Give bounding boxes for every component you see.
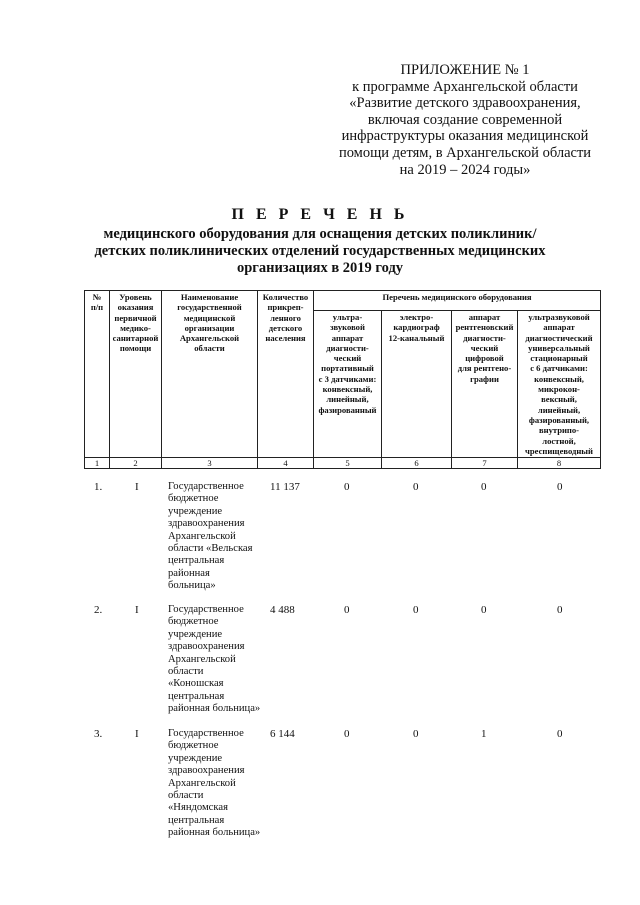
row-value-xray: 0: [481, 481, 487, 493]
appendix-line: помощи детям, в Архангельской области: [338, 144, 592, 161]
row-level: I: [135, 481, 139, 493]
appendix-line: инфраструктуры оказания медицинской: [341, 128, 589, 145]
table-body: [84, 481, 600, 852]
row-number: 2.: [94, 604, 103, 616]
subtitle-line: организациях в 2019 году: [236, 260, 404, 276]
column-number: 7: [452, 458, 518, 469]
header-organization: Наименование государственной медицинской организации Архангельской области: [162, 291, 258, 458]
row-population: 4 488: [270, 604, 295, 616]
row-value-stationary-ultrasound: 0: [557, 604, 563, 616]
row-organization: Государственное бюджетное учреждение здравоохранения Архангельской области «Няндомская центральная районная больница»: [168, 728, 261, 839]
header-equipment-group: Перечень медицинского оборудования: [314, 291, 601, 311]
row-organization: Государственное бюджетное учреждение здравоохранения Архангельской области «Коношская центральная районная больница»: [168, 604, 261, 715]
header-population: Количество прикреп- ленного детского населения: [258, 291, 314, 458]
subtitle-line: медицинского оборудования для оснащения детских поликлиник/: [103, 226, 537, 242]
column-number: 8: [518, 458, 601, 469]
column-number: 4: [258, 458, 314, 469]
header-stationary-ultrasound: ультразвуковой аппарат диагностический универсальный стационарный с 6 датчиками: конвексный, микрокон- вексный, линейный, фазированный, внутрипо- лостной, чреспищеводный: [518, 311, 601, 458]
table-row: [84, 728, 600, 852]
subtitle-line: детских поликлинических отделений государственных медицинских: [94, 243, 546, 259]
appendix-line: включая создание современной: [367, 111, 563, 128]
row-value-xray: 0: [481, 604, 487, 616]
table-row: [84, 481, 600, 604]
title-main: П Е Р Е Ч Е Н Ь: [231, 206, 409, 223]
row-number: 3.: [94, 728, 103, 740]
column-number: 6: [382, 458, 452, 469]
row-value-portable-ultrasound: 0: [344, 728, 350, 740]
equipment-table: [84, 290, 601, 469]
column-number: 3: [162, 458, 258, 469]
header-num: № п/п: [85, 291, 110, 458]
row-value-ecg: 0: [413, 481, 419, 493]
appendix-line: к программе Архангельской области: [352, 78, 578, 95]
header-level: Уровень оказания первичной медико- санитарной помощи: [110, 291, 162, 458]
document-title: [0, 206, 640, 277]
header-xray: аппарат рентгеновский диагности- ческий цифровой для рентгено- графии: [452, 311, 518, 458]
row-number: 1.: [94, 481, 103, 493]
row-population: 11 137: [270, 481, 300, 493]
column-number: 1: [85, 458, 110, 469]
header-ecg: электро- кардиограф 12-канальный: [382, 311, 452, 458]
appendix-heading: [320, 62, 610, 178]
row-level: I: [135, 604, 139, 616]
row-level: I: [135, 728, 139, 740]
row-value-portable-ultrasound: 0: [344, 481, 350, 493]
appendix-line: на 2019 – 2024 годы»: [399, 161, 531, 178]
row-value-xray: 1: [481, 728, 487, 740]
row-value-stationary-ultrasound: 0: [557, 481, 563, 493]
row-value-stationary-ultrasound: 0: [557, 728, 563, 740]
appendix-line: ПРИЛОЖЕНИЕ № 1: [400, 62, 530, 78]
column-number: 2: [110, 458, 162, 469]
row-population: 6 144: [270, 728, 295, 740]
table-row: [84, 604, 600, 728]
row-organization: Государственное бюджетное учреждение здравоохранения Архангельской области «Вельская центральная районная больница»: [168, 481, 253, 592]
row-value-ecg: 0: [413, 728, 419, 740]
row-value-ecg: 0: [413, 604, 419, 616]
column-number-row: [85, 458, 601, 469]
title-subtitle: [0, 226, 640, 277]
row-value-portable-ultrasound: 0: [344, 604, 350, 616]
appendix-line: «Развитие детского здравоохранения,: [349, 95, 581, 112]
header-portable-ultrasound: ультра- звуковой аппарат диагности- ческий портативный с 3 датчиками: конвексный, линейный, фазированный: [314, 311, 382, 458]
column-number: 5: [314, 458, 382, 469]
